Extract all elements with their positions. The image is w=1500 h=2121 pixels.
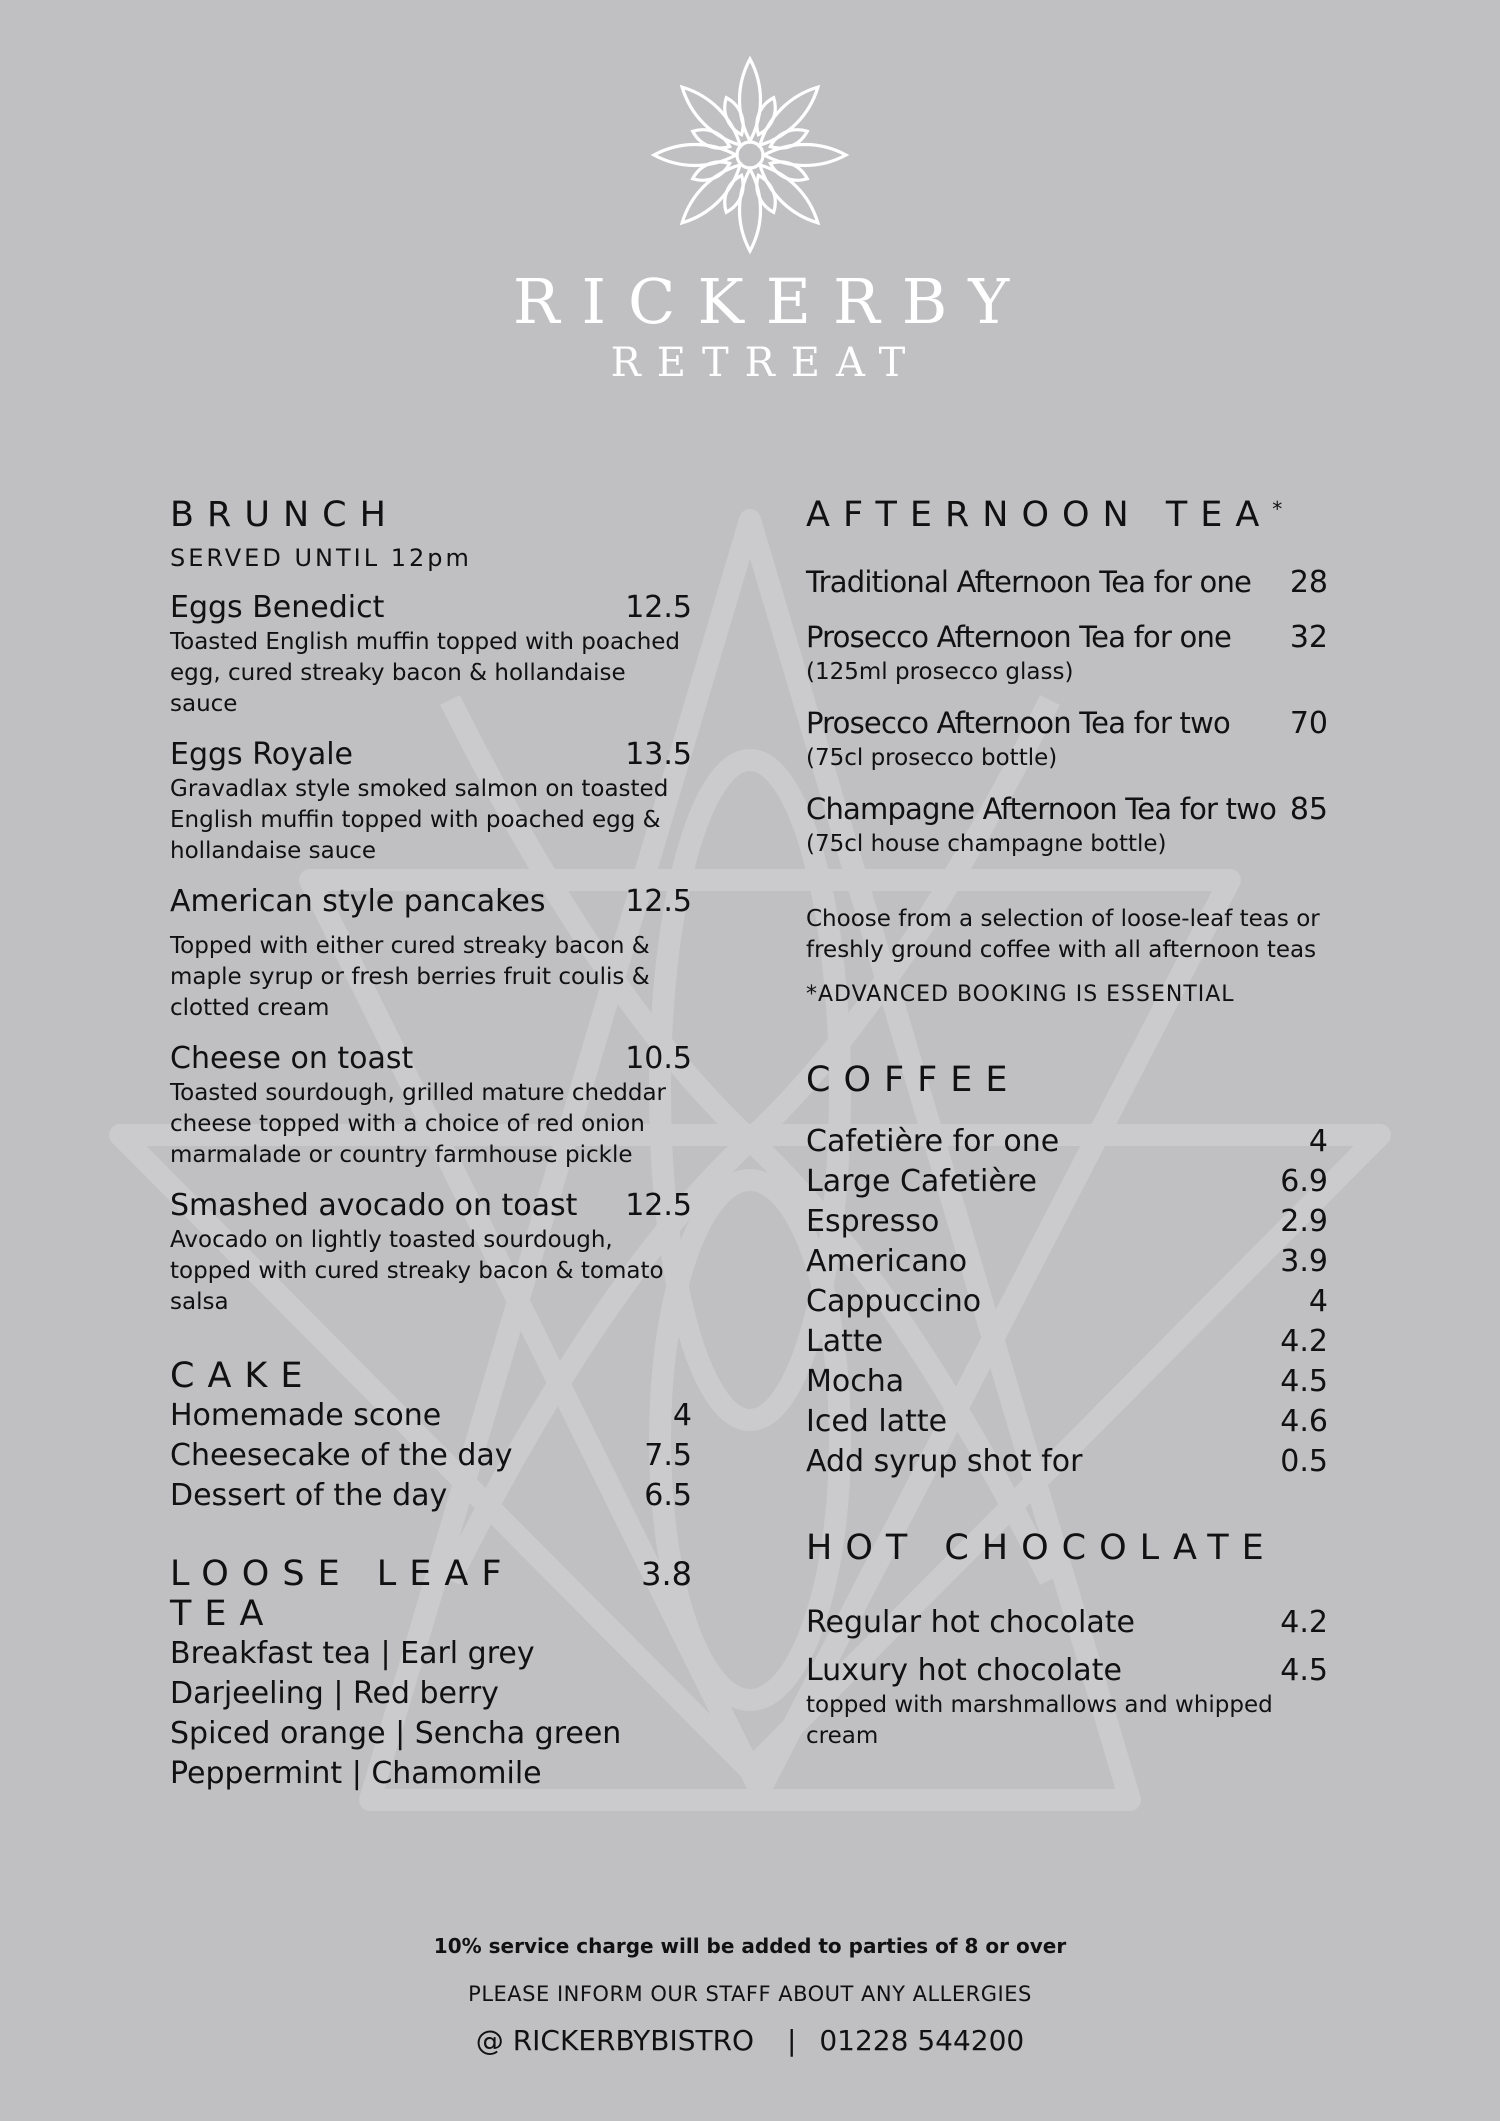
item-price: 4.5 bbox=[1280, 1653, 1328, 1688]
social-handle: @ RICKERBYBISTRO bbox=[475, 2024, 755, 2057]
item-price: 6.9 bbox=[1280, 1164, 1328, 1199]
list-item bbox=[806, 1122, 1328, 1162]
menu-item bbox=[170, 736, 692, 867]
menu-item bbox=[806, 1652, 1328, 1752]
item-name: American style pancakes bbox=[170, 884, 546, 919]
allergy-notice: PLEASE INFORM OUR STAFF ABOUT ANY ALLERGIES bbox=[468, 1982, 1032, 2006]
item-description: (125ml prosecco glass) bbox=[806, 659, 1074, 685]
list-item bbox=[806, 1202, 1328, 1242]
item-name: Cheese on toast bbox=[170, 1041, 414, 1076]
phone-number: 01228 544200 bbox=[819, 2024, 1025, 2057]
menu-item bbox=[806, 704, 1328, 774]
service-charge-note: 10% service charge will be added to parties of 8 or over bbox=[433, 1934, 1067, 1958]
list-item bbox=[806, 1442, 1328, 1482]
list-item: Spiced orange | Sencha green bbox=[170, 1716, 622, 1751]
item-description: Toasted sourdough, grilled mature cheddar cheese topped with a choice of red onion marmalade or country farmhouse pickle bbox=[170, 1080, 667, 1168]
lotus-flower-icon bbox=[650, 55, 850, 255]
afternoon-tea-note: Choose from a selection of loose-leaf teas or freshly ground coffee with all afternoon teas bbox=[806, 906, 1320, 963]
list-item: Peppermint | Chamomile bbox=[170, 1756, 542, 1791]
item-description: Avocado on lightly toasted sourdough, topped with cured streaky bacon & tomato salsa bbox=[170, 1227, 664, 1315]
list-item: Darjeeling | Red berry bbox=[170, 1676, 499, 1711]
item-price: 12.5 bbox=[625, 884, 692, 919]
item-price: 13.5 bbox=[625, 737, 692, 772]
item-price: 28 bbox=[1289, 565, 1328, 600]
list-item bbox=[806, 1242, 1328, 1282]
item-name: Eggs Benedict bbox=[170, 590, 385, 625]
menu-item bbox=[170, 1187, 692, 1318]
list-item bbox=[806, 1282, 1328, 1322]
item-description: (75cl house champagne bottle) bbox=[806, 831, 1167, 857]
item-description: Toasted English muffin topped with poached egg, cured streaky bacon & hollandaise sauce bbox=[170, 629, 681, 717]
right-column bbox=[806, 495, 1328, 1752]
list-item bbox=[806, 1362, 1328, 1402]
afternoon-tea-section bbox=[806, 495, 1328, 1010]
brunch-title: BRUNCH bbox=[170, 495, 399, 535]
booking-notice: *ADVANCED BOOKING IS ESSENTIAL bbox=[806, 982, 1235, 1007]
menu-item bbox=[170, 589, 692, 720]
brunch-section bbox=[170, 495, 692, 1318]
menu-item bbox=[806, 618, 1328, 688]
item-name: Traditional Afternoon Tea for one bbox=[806, 565, 1252, 599]
hot-chocolate-section bbox=[806, 1528, 1328, 1752]
item-price: 12.5 bbox=[625, 590, 692, 625]
item-name: Cappuccino bbox=[806, 1284, 982, 1319]
hot-chocolate-title: HOT CHOCOLATE bbox=[806, 1528, 1277, 1568]
asterisk-mark: * bbox=[1272, 497, 1283, 521]
coffee-section bbox=[806, 1060, 1328, 1482]
brand-name: RICKERBY bbox=[512, 265, 1032, 338]
list-item bbox=[806, 1162, 1328, 1202]
item-name: Iced latte bbox=[806, 1404, 948, 1439]
loose-leaf-tea-title: LOOSE LEAF TEA bbox=[170, 1554, 515, 1634]
contact-line bbox=[0, 2024, 1500, 2057]
coffee-title: COFFEE bbox=[806, 1060, 1021, 1100]
item-price: 4 bbox=[672, 1398, 692, 1433]
menu-item bbox=[806, 563, 1328, 602]
loose-leaf-tea-section bbox=[170, 1554, 692, 1794]
item-name: Dessert of the day bbox=[170, 1478, 448, 1513]
cake-title: CAKE bbox=[170, 1356, 316, 1396]
list-item bbox=[806, 1402, 1328, 1442]
item-price: 6.5 bbox=[644, 1478, 692, 1513]
item-name: Cafetière for one bbox=[806, 1124, 1060, 1159]
item-price: 12.5 bbox=[625, 1188, 692, 1223]
cake-section bbox=[170, 1356, 692, 1516]
item-description: Topped with either cured streaky bacon & maple syrup or fresh berries fruit coulis & clotted cream bbox=[170, 933, 650, 1021]
separator: | bbox=[787, 2024, 797, 2057]
left-column bbox=[170, 495, 692, 1794]
item-name: Luxury hot chocolate bbox=[806, 1653, 1122, 1688]
item-price: 70 bbox=[1289, 706, 1328, 741]
list-item bbox=[806, 1322, 1328, 1362]
list-item bbox=[170, 1436, 692, 1476]
item-price: 7.5 bbox=[644, 1438, 692, 1473]
list-item: Breakfast tea | Earl grey bbox=[170, 1636, 535, 1671]
loose-leaf-tea-price: 3.8 bbox=[641, 1555, 692, 1593]
item-price: 32 bbox=[1289, 620, 1328, 655]
menu-item bbox=[806, 790, 1328, 860]
item-price: 4.2 bbox=[1280, 1324, 1328, 1359]
item-name: Cheesecake of the day bbox=[170, 1438, 513, 1473]
afternoon-tea-title bbox=[806, 495, 1328, 535]
item-name: Americano bbox=[806, 1244, 968, 1279]
item-name: Champagne Afternoon Tea for two bbox=[806, 792, 1277, 826]
item-price: 4 bbox=[1308, 1284, 1328, 1319]
item-price: 85 bbox=[1289, 792, 1328, 827]
menu-item bbox=[170, 1040, 692, 1171]
list-item bbox=[170, 1396, 692, 1436]
item-description: Gravadlax style smoked salmon on toasted English muffin topped with poached egg & hollandaise sauce bbox=[170, 776, 669, 864]
brand-subtitle: RETREAT bbox=[610, 340, 922, 386]
item-name: Latte bbox=[806, 1324, 884, 1359]
item-name: Eggs Royale bbox=[170, 737, 353, 772]
item-name: Homemade scone bbox=[170, 1398, 442, 1433]
item-description: (75cl prosecco bottle) bbox=[806, 745, 1058, 771]
item-price: 4.5 bbox=[1280, 1364, 1328, 1399]
item-name: Smashed avocado on toast bbox=[170, 1188, 578, 1223]
item-name: Large Cafetière bbox=[806, 1164, 1037, 1199]
item-name: Add syrup shot for bbox=[806, 1444, 1083, 1479]
item-price: 4.6 bbox=[1280, 1404, 1328, 1439]
item-name: Espresso bbox=[806, 1204, 940, 1239]
menu-item bbox=[170, 883, 692, 1024]
item-name: Regular hot chocolate bbox=[806, 1605, 1135, 1640]
item-price: 2.9 bbox=[1280, 1204, 1328, 1239]
menu-item bbox=[806, 1604, 1328, 1642]
item-name: Prosecco Afternoon Tea for two bbox=[806, 706, 1230, 740]
item-price: 0.5 bbox=[1280, 1444, 1328, 1479]
brunch-subtitle: SERVED UNTIL 12pm bbox=[170, 544, 472, 572]
item-description: topped with marshmallows and whipped cream bbox=[806, 1692, 1273, 1749]
item-name: Mocha bbox=[806, 1364, 905, 1399]
afternoon-tea-title-text: AFTERNOON TEA bbox=[806, 495, 1273, 535]
list-item bbox=[170, 1476, 692, 1516]
item-price: 4.2 bbox=[1280, 1605, 1328, 1640]
item-price: 10.5 bbox=[625, 1041, 692, 1076]
item-name: Prosecco Afternoon Tea for one bbox=[806, 620, 1232, 654]
item-price: 3.9 bbox=[1280, 1244, 1328, 1279]
item-price: 4 bbox=[1308, 1124, 1328, 1159]
